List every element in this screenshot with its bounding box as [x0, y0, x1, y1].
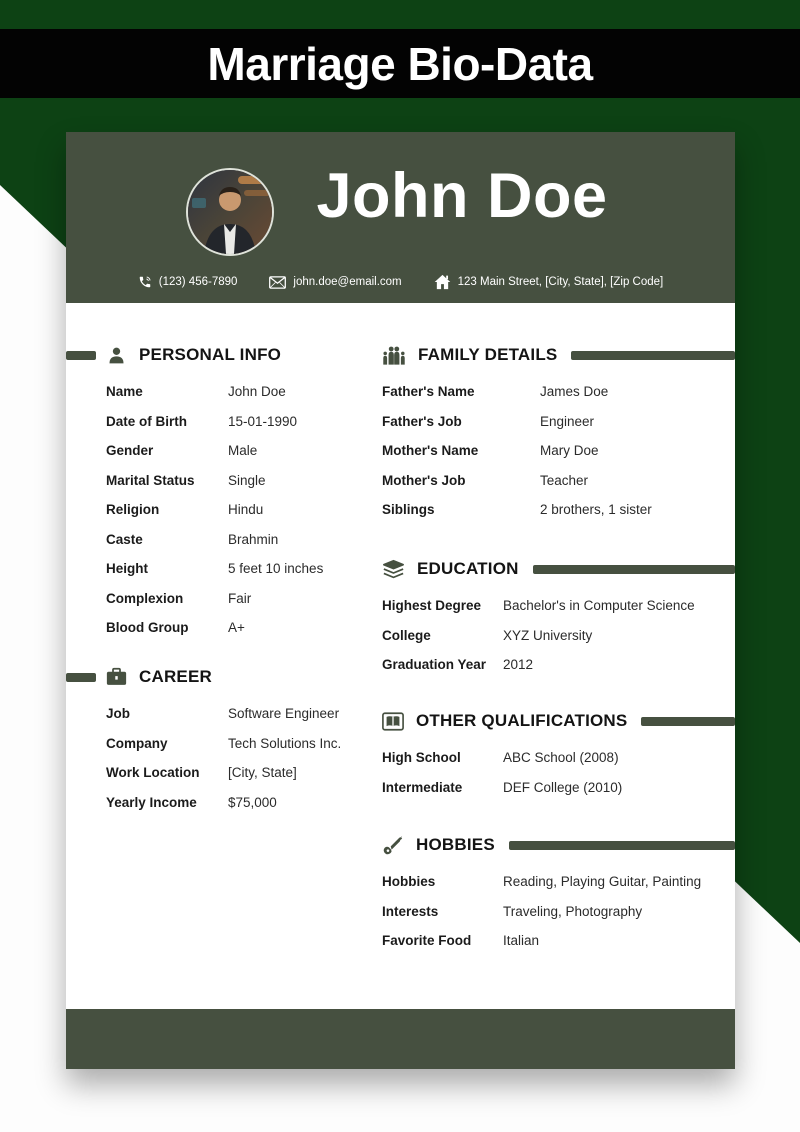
accent-bar — [641, 717, 735, 726]
field-value: A+ — [228, 620, 245, 636]
field-row — [106, 554, 372, 584]
field-label: Father's Job — [382, 413, 462, 429]
career-header — [66, 664, 372, 690]
field-value: Italian — [503, 933, 540, 949]
field-row — [106, 407, 372, 437]
field-label: College — [382, 627, 431, 643]
contact-phone-text: (123) 456-7890 — [158, 276, 238, 288]
field-value: Tech Solutions Inc. — [228, 735, 342, 751]
section-other-qualifications — [382, 708, 735, 802]
field-row — [382, 591, 735, 621]
hobbies-header — [382, 832, 735, 858]
contact-phone — [138, 275, 238, 289]
field-value: Hindu — [228, 502, 264, 518]
hobbies-rows — [382, 867, 735, 956]
family-details-header — [382, 342, 735, 368]
field-row — [106, 584, 372, 614]
field-row — [382, 897, 735, 927]
education-header — [382, 556, 735, 582]
field-value: Brahmin — [228, 531, 279, 547]
section-title: HOBBIES — [416, 835, 495, 854]
field-value: [City, State] — [228, 765, 297, 781]
field-row — [106, 613, 372, 643]
field-value: Single — [228, 472, 266, 488]
field-label: Siblings — [382, 502, 435, 518]
field-value: Fair — [228, 590, 252, 606]
contact-row — [66, 274, 735, 290]
field-label: Complexion — [106, 590, 184, 606]
home-icon — [434, 274, 451, 290]
field-value: Traveling, Photography — [503, 903, 643, 919]
field-row — [106, 788, 372, 818]
field-label: Father's Name — [382, 384, 475, 400]
field-value: Bachelor's in Computer Science — [503, 598, 695, 614]
field-value: 2012 — [503, 657, 534, 673]
field-row — [382, 650, 735, 680]
field-label: Hobbies — [382, 874, 436, 890]
contact-email-text: john.doe@email.com — [293, 276, 402, 288]
field-row — [382, 436, 735, 466]
books-icon — [382, 559, 405, 580]
field-row — [106, 758, 372, 788]
family-details-rows — [382, 377, 735, 525]
field-row — [382, 407, 735, 437]
field-value: ABC School (2008) — [503, 750, 619, 766]
section-title: PERSONAL INFO — [139, 345, 282, 364]
field-label: Intermediate — [382, 779, 463, 795]
education-rows — [382, 591, 735, 680]
other-qualifications-header — [382, 708, 735, 734]
field-row — [106, 729, 372, 759]
section-personal-info — [66, 342, 372, 643]
field-label: Name — [106, 384, 143, 400]
family-icon — [382, 345, 406, 365]
person-name: John Doe — [316, 161, 608, 231]
field-label: Gender — [106, 443, 154, 459]
briefcase-icon — [106, 667, 127, 687]
field-row — [106, 436, 372, 466]
field-value: Engineer — [540, 413, 595, 429]
field-label: Graduation Year — [382, 657, 487, 673]
field-row — [106, 525, 372, 555]
page-title: Marriage Bio-Data — [207, 37, 593, 90]
field-row — [106, 495, 372, 525]
field-value: John Doe — [228, 384, 286, 400]
section-career — [66, 664, 372, 817]
field-label: Job — [106, 706, 131, 722]
accent-bar — [66, 673, 96, 682]
field-row — [382, 867, 735, 897]
other-qualifications-rows — [382, 743, 735, 802]
field-row — [382, 466, 735, 496]
field-row — [382, 377, 735, 407]
field-label: Height — [106, 561, 148, 577]
field-label: Work Location — [106, 765, 200, 781]
card-footer-bar — [66, 1009, 735, 1069]
guitar-icon — [382, 834, 404, 856]
field-label: Mother's Name — [382, 443, 479, 459]
accent-bar — [509, 841, 735, 850]
field-value: 15-01-1990 — [228, 413, 298, 429]
field-row — [382, 743, 735, 773]
accent-bar — [66, 351, 96, 360]
section-family-details — [382, 342, 735, 525]
person-icon — [106, 345, 127, 366]
section-education — [382, 556, 735, 680]
field-row — [382, 495, 735, 525]
biodata-card — [66, 132, 735, 1069]
card-header — [66, 132, 735, 303]
field-value: Software Engineer — [228, 706, 340, 722]
field-label: Yearly Income — [106, 794, 197, 810]
career-rows — [66, 699, 372, 817]
field-value: Teacher — [540, 472, 589, 488]
field-value: Male — [228, 443, 258, 459]
personal-info-rows — [66, 377, 372, 643]
field-label: Marital Status — [106, 472, 195, 488]
field-label: Blood Group — [106, 620, 189, 636]
field-row — [382, 621, 735, 651]
field-value: XYZ University — [503, 627, 593, 643]
field-row — [382, 926, 735, 956]
field-row — [106, 466, 372, 496]
field-row — [382, 773, 735, 803]
field-label: High School — [382, 750, 461, 766]
open-book-icon — [382, 712, 404, 731]
page-banner — [0, 29, 800, 98]
contact-address-text: 123 Main Street, [City, State], [Zip Code] — [457, 276, 664, 288]
contact-email — [269, 276, 401, 289]
field-label: Highest Degree — [382, 598, 482, 614]
section-hobbies — [382, 832, 735, 956]
field-value: James Doe — [540, 384, 609, 400]
section-title: EDUCATION — [417, 559, 519, 578]
field-label: Favorite Food — [382, 933, 472, 949]
field-label: Interests — [382, 903, 439, 919]
field-label: Company — [106, 735, 168, 751]
field-row — [106, 377, 372, 407]
field-label: Date of Birth — [106, 413, 187, 429]
section-title: OTHER QUALIFICATIONS — [416, 711, 628, 730]
envelope-icon — [269, 276, 286, 289]
accent-bar — [571, 351, 735, 360]
field-value: DEF College (2010) — [503, 779, 623, 795]
accent-bar — [533, 565, 735, 574]
personal-info-header — [66, 342, 372, 368]
field-value: 5 feet 10 inches — [228, 561, 324, 577]
field-value: Mary Doe — [540, 443, 599, 459]
field-label: Mother's Job — [382, 472, 466, 488]
field-value: $75,000 — [228, 794, 277, 810]
section-title: CAREER — [139, 667, 212, 686]
contact-address — [434, 274, 664, 290]
field-row — [106, 699, 372, 729]
field-value: 2 brothers, 1 sister — [540, 502, 652, 518]
phone-icon — [138, 275, 152, 289]
field-value: Reading, Playing Guitar, Painting — [503, 874, 702, 890]
section-title: FAMILY DETAILS — [418, 345, 558, 364]
field-label: Caste — [106, 531, 143, 547]
field-label: Religion — [106, 502, 160, 518]
